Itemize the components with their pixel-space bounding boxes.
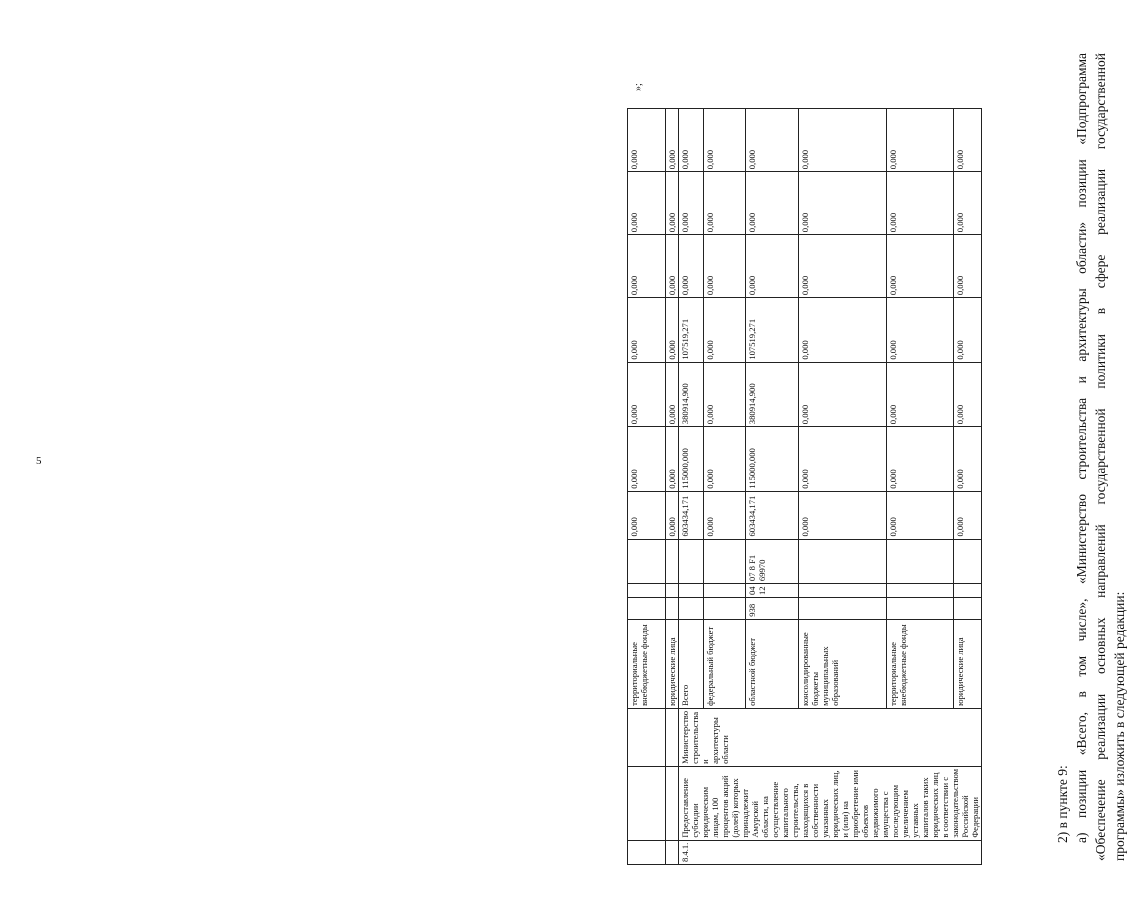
executor-cell: Министерство строительства и архитектуры области — [679, 708, 982, 766]
value-cell: 0,000 — [628, 172, 666, 235]
value-cell: 0,000 — [666, 427, 679, 492]
code-csr-empty-cell — [953, 539, 981, 584]
value-cell: 0,000 — [666, 172, 679, 235]
value-cell: 0,000 — [703, 491, 745, 539]
col-name-empty-cell — [628, 766, 666, 840]
code-grbs-empty-cell — [886, 598, 953, 620]
value-cell: 115000,000 — [679, 427, 704, 492]
value-cell: 0,000 — [886, 109, 953, 172]
value-cell: 0,000 — [666, 298, 679, 363]
code-grbs-empty-cell — [798, 598, 886, 620]
col-name-empty-cell — [666, 766, 679, 840]
code-rzpr-empty-cell — [679, 584, 704, 598]
value-cell: 0,000 — [628, 235, 666, 298]
value-cell: 0,000 — [703, 235, 745, 298]
code-csr-empty-cell — [703, 539, 745, 584]
value-cell: 0,000 — [745, 109, 798, 172]
value-cell: 0,000 — [666, 491, 679, 539]
value-cell: 0,000 — [703, 172, 745, 235]
code-csr-empty-cell — [628, 539, 666, 584]
funding-source-cell: консолидированные бюджеты муниципальных образований — [798, 619, 886, 708]
funding-source-cell: территориальные внебюджетные фонды — [628, 619, 666, 708]
amendment-text — [1053, 53, 1129, 861]
value-cell: 603434,171 — [745, 491, 798, 539]
value-cell: 0,000 — [953, 109, 981, 172]
code-csr-empty-cell — [679, 539, 704, 584]
value-cell: 0,000 — [886, 172, 953, 235]
code-rzpr-cell: 04 12 — [745, 584, 798, 598]
col-executor-empty-cell — [628, 708, 666, 766]
funding-source-cell: областной бюджет — [745, 619, 798, 708]
value-cell: 0,000 — [798, 491, 886, 539]
budget-table — [627, 47, 982, 865]
funding-source-cell: федеральный бюджет — [703, 619, 745, 708]
value-cell: 0,000 — [798, 362, 886, 427]
text-line-1: а) позиции «Всего, в том числе», «Министерство строительства и архитектуры области» позиции «Подпрограмма — [1074, 53, 1089, 843]
value-cell: 0,000 — [886, 491, 953, 539]
code-grbs-empty-cell — [679, 598, 704, 620]
item-heading: 2) в пункте 9: — [1055, 765, 1070, 843]
code-grbs-empty-cell — [628, 598, 666, 620]
code-grbs-cell: 938 — [745, 598, 798, 620]
code-csr-empty-cell — [798, 539, 886, 584]
landscape-page — [615, 47, 1135, 867]
code-rzpr-empty-cell — [666, 584, 679, 598]
code-csr-cell: 07 8 F1 69970 — [745, 539, 798, 584]
code-rzpr-empty-cell — [703, 584, 745, 598]
text-line-3: программы» изложить в следующей редакции: — [1112, 591, 1127, 861]
value-cell: 0,000 — [679, 235, 704, 298]
value-cell: 0,000 — [679, 172, 704, 235]
value-cell: 603434,171 — [679, 491, 704, 539]
value-cell: 0,000 — [953, 298, 981, 363]
value-cell: 0,000 — [953, 362, 981, 427]
code-rzpr-empty-cell — [886, 584, 953, 598]
value-cell: 0,000 — [666, 362, 679, 427]
value-cell: 0,000 — [628, 109, 666, 172]
page-number: 5 — [36, 455, 42, 467]
code-csr-empty-cell — [666, 539, 679, 584]
funding-source-cell: юридические лица — [666, 619, 679, 708]
value-cell: 380914,900 — [745, 362, 798, 427]
value-cell: 0,000 — [703, 298, 745, 363]
value-cell: 0,000 — [953, 491, 981, 539]
value-cell: 0,000 — [953, 427, 981, 492]
funding-source-cell: Всего — [679, 619, 704, 708]
table-row — [628, 48, 666, 865]
value-cell: 0,000 — [798, 298, 886, 363]
value-cell: 0,000 — [628, 298, 666, 363]
col-num-empty-cell — [666, 840, 679, 864]
value-cell: 0,000 — [628, 491, 666, 539]
code-rzpr-empty-cell — [798, 584, 886, 598]
value-cell: 0,000 — [886, 362, 953, 427]
row-number-cell: 8.4.1. — [679, 840, 982, 864]
value-cell: 0,000 — [798, 427, 886, 492]
value-cell: 0,000 — [953, 235, 981, 298]
col-num-empty-cell — [628, 840, 666, 864]
value-cell: 0,000 — [886, 427, 953, 492]
value-cell: 0,000 — [666, 235, 679, 298]
code-grbs-empty-cell — [953, 598, 981, 620]
value-cell: 0,000 — [953, 172, 981, 235]
value-cell: 0,000 — [628, 362, 666, 427]
value-cell: 0,000 — [798, 172, 886, 235]
value-cell: 0,000 — [628, 427, 666, 492]
funding-source-cell: территориальные внебюджетные фонды — [886, 619, 953, 708]
code-rzpr-empty-cell — [953, 584, 981, 598]
value-cell: 0,000 — [703, 362, 745, 427]
value-cell: 107519,271 — [679, 298, 704, 363]
value-cell: 0,000 — [745, 172, 798, 235]
value-cell: 0,000 — [703, 109, 745, 172]
value-cell: 0,000 — [679, 109, 704, 172]
value-cell: 0,000 — [886, 298, 953, 363]
text-line-2: «Обеспечение реализации основных направлений государственной политики в сфере реализации государственной — [1093, 53, 1108, 861]
value-cell: 380914,900 — [679, 362, 704, 427]
value-cell: 0,000 — [666, 109, 679, 172]
table-row — [666, 48, 679, 865]
value-cell: 0,000 — [798, 235, 886, 298]
value-cell: 107519,271 — [745, 298, 798, 363]
closing-quote-mark: »; — [633, 83, 644, 91]
value-cell: 0,000 — [745, 235, 798, 298]
table-row — [679, 48, 704, 865]
measure-name-cell: Предоставление субсидии юридическим лицам, 100 процентов акций (долей) которых принадлежит Амурской области, на осуществление капитального строительства, находящихся в собственности указанных юридических лиц, и (или) на приобретение ими объектов недвижимого имущества с последующим увеличением уставных капиталов таких юридических лиц в соответствии с законодательством Российской Федерации — [679, 766, 982, 840]
value-cell: 0,000 — [798, 109, 886, 172]
value-cell: 0,000 — [703, 427, 745, 492]
code-csr-empty-cell — [886, 539, 953, 584]
value-cell: 115000,000 — [745, 427, 798, 492]
code-grbs-empty-cell — [703, 598, 745, 620]
col-executor-empty-cell — [666, 708, 679, 766]
funding-source-cell: юридические лица — [953, 619, 981, 708]
code-grbs-empty-cell — [666, 598, 679, 620]
value-cell: 0,000 — [886, 235, 953, 298]
code-rzpr-empty-cell — [628, 584, 666, 598]
